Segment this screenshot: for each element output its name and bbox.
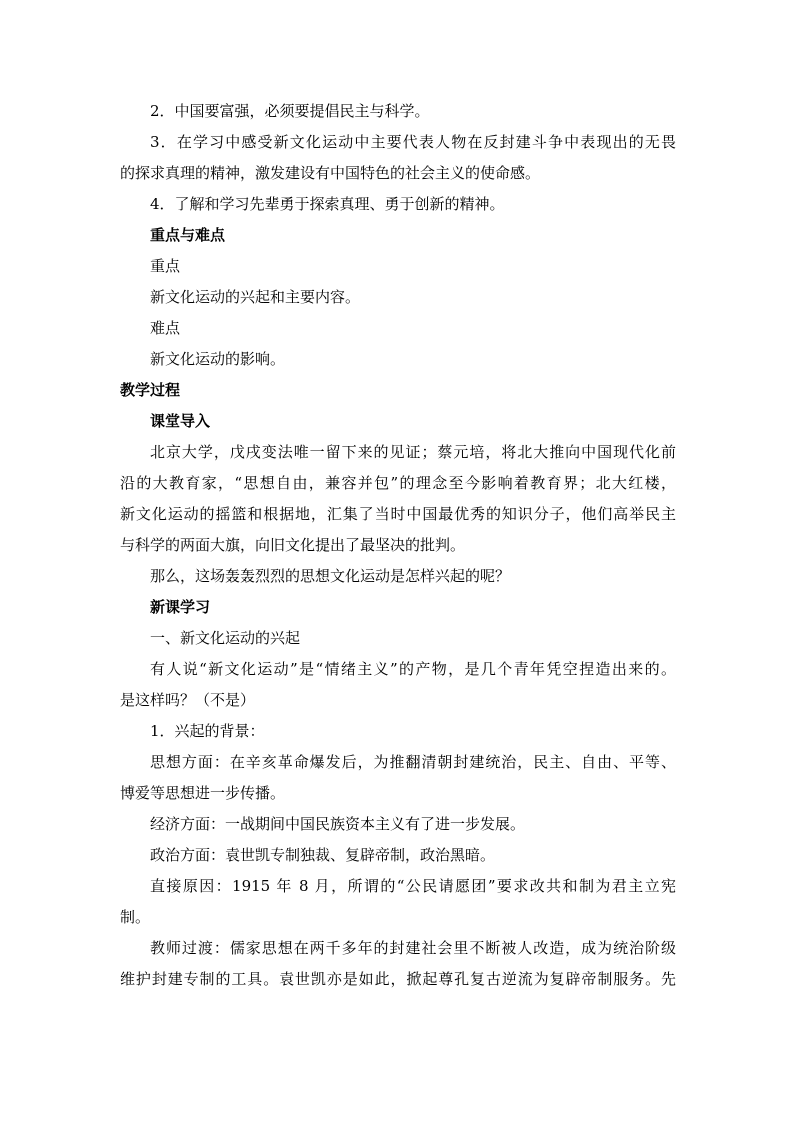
background-heading: 1．兴起的背景： [150,722,265,740]
document-page [120,96,676,995]
objective-4: 4．了解和学习先辈勇于探索真理、勇于创新的精神。 [150,195,505,213]
objective-2: 2．中国要富强，必须要提倡民主与科学。 [150,102,430,120]
section-heading-teaching-process: 教学过程 [120,381,181,399]
section-heading-key-points: 重点与难点 [150,226,226,244]
transition-line-2: 维护封建专制的工具。袁世凯亦是如此，掀起尊孔复古逆流为复辟帝制服务。先 [120,970,676,988]
ideology-line-1: 思想方面：在辛亥革命爆发后，为推翻清朝封建统治，民主、自由、平等、 [150,753,676,771]
objective-3-line-2: 的探求真理的精神，激发建设有中国特色的社会主义的使命感。 [120,164,541,182]
transition-line-1: 教师过渡：儒家思想在两千多年的封建社会里不断被人改造，成为统治阶级 [150,939,676,957]
direct-cause-line-2: 制。 [120,908,151,926]
direct-cause-line-1: 直接原因：1915 年 8 月，所谓的“公民请愿团”要求改共和制为君主立宪 [150,877,676,895]
introduction-line-3: 新文化运动的摇篮和根据地，汇集了当时中国最优秀的知识分子，他们高举民主 [120,505,676,523]
opinion-line-1: 有人说“新文化运动”是“情绪主义”的产物，是几个青年凭空捏造出来的。 [150,660,676,678]
difficulty-text: 新文化运动的影响。 [150,350,286,368]
subheading-key-point: 重点 [150,257,181,275]
subheading-difficulty: 难点 [150,319,181,337]
introduction-line-4: 与科学的两面大旗，向旧文化提出了最坚决的批判。 [120,536,466,554]
subheading-new-lesson: 新课学习 [150,598,211,616]
introduction-question: 那么，这场轰轰烈烈的思想文化运动是怎样兴起的呢？ [150,567,511,585]
economy-text: 经济方面：一战期间中国民族资本主义有了进一步发展。 [150,815,526,833]
subheading-introduction: 课堂导入 [150,412,211,430]
politics-text: 政治方面：袁世凯专制独裁、复辟帝制，政治黑暗。 [150,846,496,864]
ideology-line-2: 博爱等思想进一步传播。 [120,784,286,802]
objective-3-line-1: 3．在学习中感受新文化运动中主要代表人物在反封建斗争中表现出的无畏 [150,133,676,151]
introduction-line-2: 沿的大教育家，“思想自由，兼容并包”的理念至今影响着教育界；北大红楼， [120,474,676,492]
opinion-line-2: 是这样吗？（不是） [120,691,256,709]
part-one-heading: 一、新文化运动的兴起 [150,629,301,647]
introduction-line-1: 北京大学，戊戌变法唯一留下来的见证；蔡元培，将北大推向中国现代化前 [150,443,676,461]
key-point-text: 新文化运动的兴起和主要内容。 [150,288,361,306]
